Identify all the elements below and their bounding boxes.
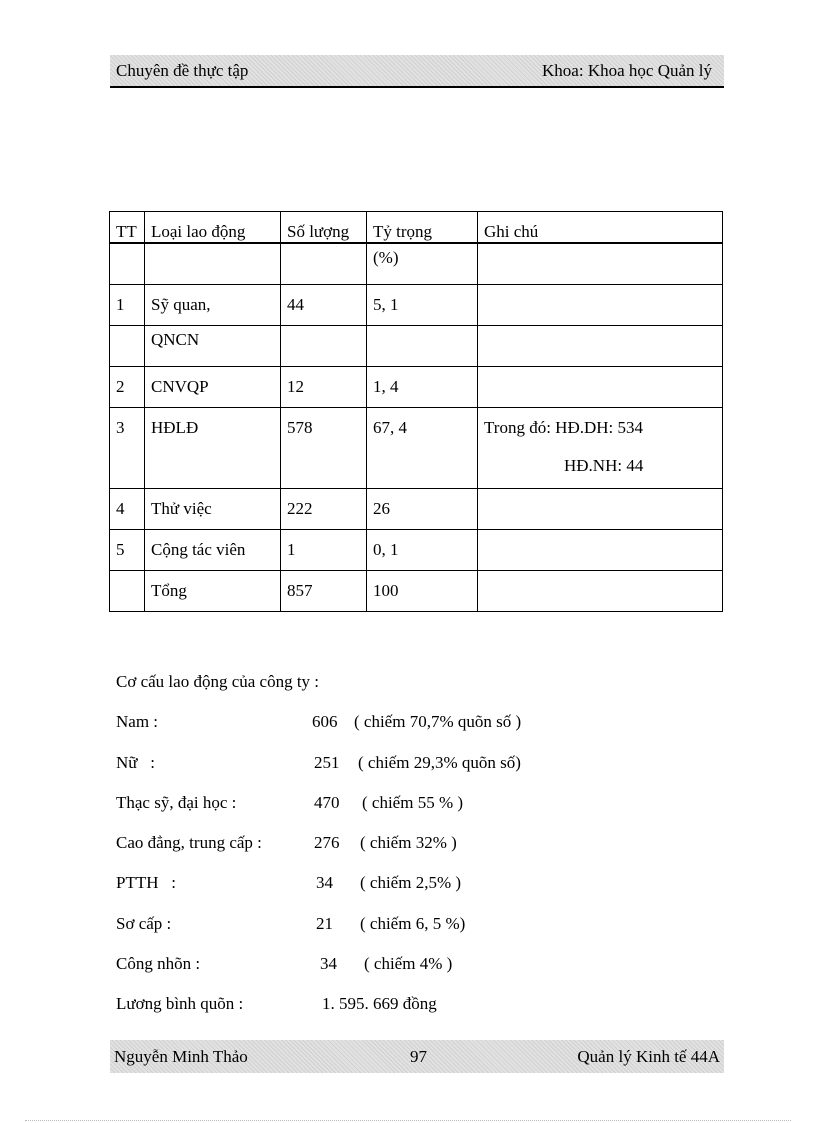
row-type: HĐLĐ [145, 407, 281, 488]
summary-item [116, 712, 716, 752]
summary-label: Sơ cấp : [116, 913, 172, 933]
table-row [110, 529, 723, 570]
row-pct: 67, 4 [367, 407, 478, 488]
summary-value: 34 [320, 954, 337, 974]
col-header-tt: TT [110, 212, 145, 244]
header-right: Khoa: Khoa học Quản lý [542, 60, 712, 80]
summary-pct: ( chiếm 4% ) [364, 954, 453, 974]
row-tt: 3 [110, 407, 145, 488]
summary-value: 470 [314, 792, 340, 812]
row-pct: 100 [367, 570, 478, 611]
table-row [110, 488, 723, 529]
summary-title [116, 672, 716, 712]
summary-value: 251 [314, 752, 340, 772]
row-tt: 5 [110, 529, 145, 570]
summary-value: 276 [314, 833, 340, 853]
note-line-1: Trong đó: HĐ.DH: 534 [484, 417, 644, 437]
summary-value: 606 [312, 712, 338, 732]
page-footer [110, 1040, 724, 1073]
summary-pct: ( chiếm 32% ) [360, 833, 457, 853]
row-pct: 1, 4 [367, 366, 478, 407]
summary-title-text: Cơ cấu lao động của công ty : [116, 672, 320, 691]
summary-pct: ( chiếm 2,5% ) [360, 873, 462, 893]
summary-item [116, 954, 716, 994]
table-header-row [110, 212, 723, 244]
table-row [110, 366, 723, 407]
row-qty: 222 [281, 488, 367, 529]
summary-pct: ( chiếm 55 % ) [362, 792, 464, 812]
row-tt: 4 [110, 488, 145, 529]
summary-label: Công nhõn : [116, 954, 201, 974]
summary-label: Nam : [116, 712, 159, 732]
row-type: Tổng [145, 570, 281, 611]
table-row [110, 407, 723, 488]
row-tt: 2 [110, 366, 145, 407]
summary-item [116, 873, 716, 913]
note-line-2: HĐ.NH: 44 [564, 455, 644, 475]
row-type-cont: QNCN [145, 325, 281, 366]
row-qty: 857 [281, 570, 367, 611]
row-qty: 44 [281, 284, 367, 325]
header-left: Chuyên đề thực tập [116, 60, 249, 80]
col-header-type: Loại lao động [145, 212, 281, 244]
summary-label: Lương bình quõn : [116, 994, 244, 1014]
labor-summary [116, 672, 716, 1035]
footer-right: Quản lý Kinh tế 44A [577, 1046, 720, 1066]
row-tt: 1 [110, 284, 145, 325]
row-tt [110, 570, 145, 611]
summary-label: PTTH : [116, 873, 176, 893]
row-pct: 5, 1 [367, 284, 478, 325]
page-number: 97 [410, 1046, 427, 1066]
row-type: Thử việc [145, 488, 281, 529]
row-pct: 26 [367, 488, 478, 529]
row-note [478, 407, 723, 488]
row-type: CNVQP [145, 366, 281, 407]
summary-pct: ( chiếm 29,3% quõn số) [358, 752, 521, 772]
summary-label: Cao đẳng, trung cấp : [116, 833, 262, 853]
row-qty: 578 [281, 407, 367, 488]
summary-item [116, 994, 716, 1034]
pct-unit: (%) [367, 243, 478, 284]
row-qty: 12 [281, 366, 367, 407]
summary-item [116, 914, 716, 954]
row-pct: 0, 1 [367, 529, 478, 570]
summary-item [116, 753, 716, 793]
summary-pct: ( chiếm 70,7% quõn số ) [354, 712, 522, 732]
row-type: Cộng tác viên [145, 529, 281, 570]
labor-table [109, 211, 723, 612]
row-qty: 1 [281, 529, 367, 570]
summary-item [116, 833, 716, 873]
table-row [110, 325, 723, 366]
summary-value: 34 [316, 873, 333, 893]
col-header-pct: Tỷ trọng [367, 212, 478, 244]
summary-label: Nữ : [116, 752, 155, 772]
table-total-row [110, 570, 723, 611]
table-row [110, 243, 723, 284]
col-header-qty: Số lượng [281, 212, 367, 244]
summary-item [116, 793, 716, 833]
summary-value: 21 [316, 913, 333, 933]
table-row [110, 284, 723, 325]
page-header [110, 55, 724, 88]
page-edge-divider [25, 1120, 791, 1121]
summary-label: Thạc sỹ, đại học : [116, 792, 237, 812]
summary-pct: ( chiếm 6, 5 %) [360, 913, 466, 933]
row-type: Sỹ quan, [145, 284, 281, 325]
summary-value: 1. 595. 669 đồng [322, 994, 437, 1014]
footer-author: Nguyễn Minh Thảo [114, 1046, 248, 1066]
col-header-note: Ghi chú [478, 212, 723, 244]
